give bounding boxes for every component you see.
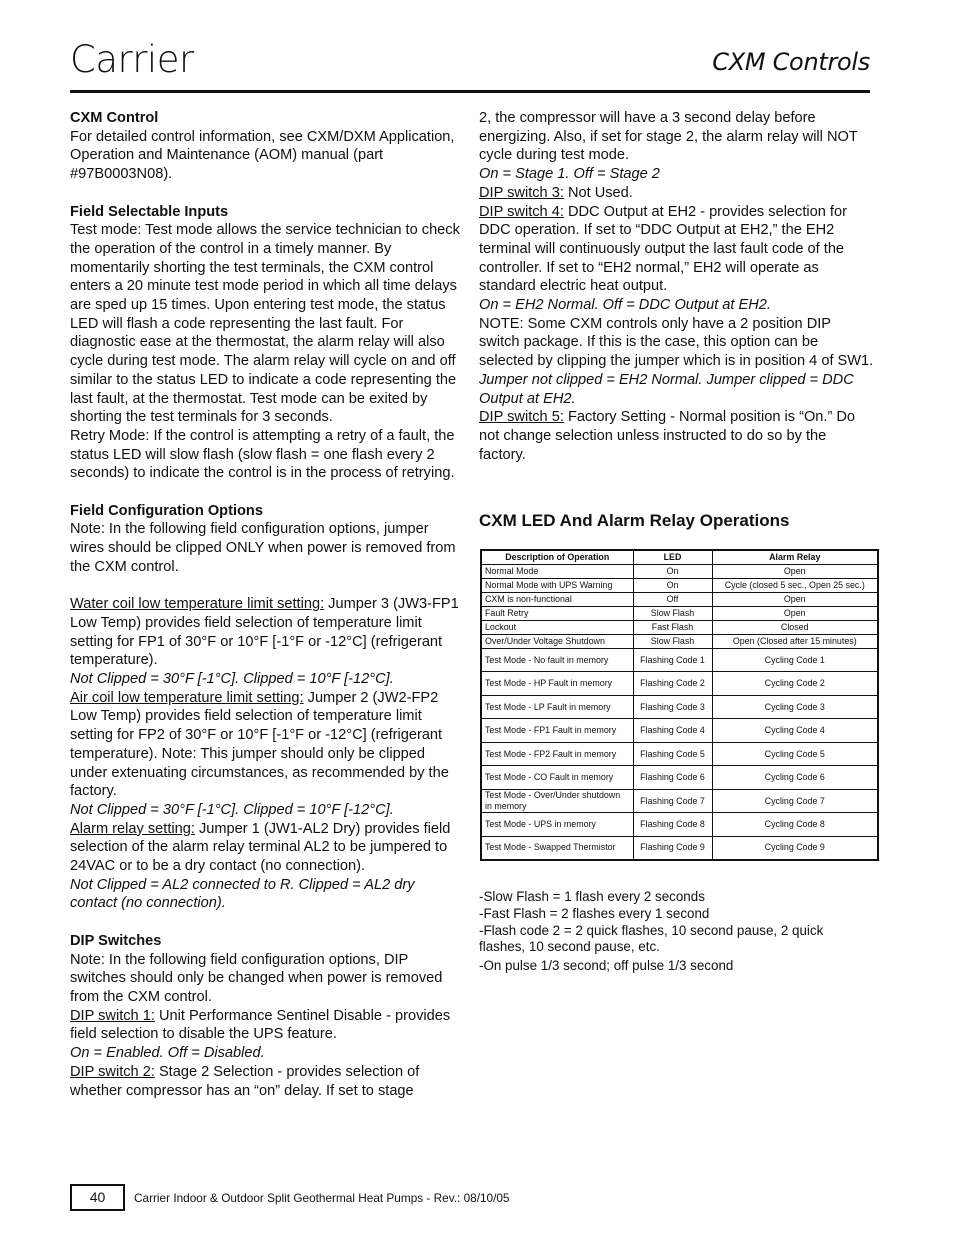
table-cell: Over/Under Voltage Shutdown <box>481 634 633 648</box>
header-divider <box>70 90 870 93</box>
table-cell: Fast Flash <box>633 620 712 634</box>
cxm-control-heading: CXM Control <box>70 110 159 126</box>
dip2-paragraph <box>70 1063 462 1100</box>
table-cell: Test Mode - Swapped Thermistor <box>481 836 633 860</box>
note-item: -Fast Flash = 2 flashes every 1 second <box>479 905 710 921</box>
dip4-note: On = EH2 Normal. Off = DDC Output at EH2. <box>479 297 771 314</box>
column-header: Description of Operation <box>481 550 633 564</box>
table-cell: Fault Retry <box>481 606 633 620</box>
field-config-heading: Field Configuration Options <box>70 502 263 519</box>
table-row <box>481 620 878 634</box>
led-alarm-table <box>480 549 879 861</box>
table-cell: Open <box>712 592 878 606</box>
table-cell: Normal Mode <box>481 564 633 578</box>
dip2-note: On = Stage 1. Off = Stage 2 <box>479 166 660 183</box>
table-cell: Cycling Code 9 <box>712 836 878 860</box>
table-cell: Flashing Code 2 <box>633 672 712 696</box>
table-cell: Off <box>633 592 712 606</box>
dip1-text: Unit Performance Sentinel Disable - provides field selection to disable the UPS feature. <box>70 1007 451 1043</box>
table-cell: Open <box>712 564 878 578</box>
table-cell: Open <box>712 606 878 620</box>
sw1-note: NOTE: Some CXM controls only have a 2 position DIP switch package. If this is the case, this option can be selected by clipping the jumper which is in position 4 of SW1. <box>479 315 874 370</box>
table-cell: CXM is non-functional <box>481 592 633 606</box>
table-row <box>481 836 878 860</box>
air-coil-paragraph <box>70 689 462 801</box>
table-cell: Test Mode - Over/Under shutdown in memory <box>481 789 633 813</box>
table-cell: Cycling Code 4 <box>712 719 878 743</box>
table-row <box>481 634 878 648</box>
table-header-row <box>481 550 878 564</box>
alarm-relay-note: Not Clipped = AL2 connected to R. Clipped = AL2 dry contact (no connection). <box>70 876 415 912</box>
table-cell: Flashing Code 6 <box>633 766 712 790</box>
dip2-label: DIP switch 2: <box>70 1063 155 1080</box>
dip1-paragraph <box>70 1007 462 1044</box>
table-cell: Cycling Code 7 <box>712 789 878 813</box>
table-row <box>481 672 878 696</box>
flash-code-notes <box>479 889 859 975</box>
water-coil-label: Water coil low temperature limit setting: <box>70 596 325 613</box>
table-cell: Cycling Code 5 <box>712 742 878 766</box>
field-config-text: Note: In the following field configuration options, jumper wires should be clipped ONLY when power is removed from the CXM control. <box>70 521 456 575</box>
dip3-text: Not Used. <box>563 184 633 201</box>
left-column <box>70 109 462 1100</box>
table-cell: Cycling Code 2 <box>712 672 878 696</box>
table-cell: Flashing Code 3 <box>633 695 712 719</box>
jumper-note: Jumper not clipped = EH2 Normal. Jumper clipped = DDC Output at EH2. <box>479 371 854 407</box>
table-cell: Open (Closed after 15 minutes) <box>712 634 878 648</box>
water-coil-note: Not Clipped = 30°F [-1°C]. Clipped = 10°F [-12°C]. <box>70 671 394 688</box>
air-coil-note: Not Clipped = 30°F [-1°C]. Clipped = 10°F [-12°C]. <box>70 801 394 818</box>
table-cell: Test Mode - HP Fault in memory <box>481 672 633 696</box>
table-cell: Normal Mode with UPS Warning <box>481 578 633 592</box>
water-coil-paragraph <box>70 595 462 670</box>
table-cell: Cycling Code 3 <box>712 695 878 719</box>
table-cell: Test Mode - CO Fault in memory <box>481 766 633 790</box>
table-cell: Slow Flash <box>633 634 712 648</box>
table-row <box>481 766 878 790</box>
page-title: CXM Controls <box>712 48 870 76</box>
alarm-relay-label: Alarm relay setting: <box>70 820 195 837</box>
table-row <box>481 648 878 672</box>
table-cell: Closed <box>712 620 878 634</box>
table-cell: Flashing Code 7 <box>633 789 712 813</box>
table-cell: Lockout <box>481 620 633 634</box>
table-row <box>481 695 878 719</box>
column-header: LED <box>633 550 712 564</box>
air-coil-label: Air coil low temperature limit setting: <box>70 689 304 706</box>
test-mode-text: Test mode: Test mode allows the service technician to check the operation of the control in a timely manner. By momentarily shorting the test terminals, the CXM control enters a 20 minute test mode period in which all time delays are sped up 15 times. Upon entering test mode, the status LED will flash a code representing the last fault. For diagnostic ease at the thermostat, the alarm relay will also cycle during test mode. The alarm relay will cycle on and off similar to the status LED to indicate a code representing the last fault, at the thermostat. Test mode can be exited by shorting the test terminals for 3 seconds. <box>70 222 460 426</box>
table-cell: Slow Flash <box>633 606 712 620</box>
note-item: -On pulse 1/3 second; off pulse 1/3 second <box>479 958 734 974</box>
table-cell: Cycling Code 8 <box>712 813 878 837</box>
dip1-label: DIP switch 1: <box>70 1007 155 1024</box>
field-inputs-heading: Field Selectable Inputs <box>70 203 229 220</box>
dip3-paragraph <box>479 184 875 203</box>
table-cell: Cycling Code 1 <box>712 648 878 672</box>
table-cell: Cycling Code 6 <box>712 766 878 790</box>
table-cell: Test Mode - FP2 Fault in memory <box>481 742 633 766</box>
dip3-label: DIP switch 3: <box>479 184 564 201</box>
table-cell: Test Mode - LP Fault in memory <box>481 695 633 719</box>
dip1-note: On = Enabled. Off = Disabled. <box>70 1045 265 1062</box>
table-cell: Test Mode - No fault in memory <box>481 648 633 672</box>
note-item: -Flash code 2 = 2 quick flashes, 10 second pause, 2 quick flashes, 10 second pause, etc. <box>479 922 824 955</box>
dip4-label: DIP switch 4: <box>479 203 564 220</box>
water-coil-text: Jumper 3 (JW3-FP1 Low Temp) provides field selection of temperature limit setting for FP1 of 30°F or 10°F [-1°F or -12°C] (refrigerant temperature). <box>70 596 459 669</box>
dip4-text: DDC Output at EH2 - provides selection for DDC operation. If set to “DDC Output at EH2,” the EH2 terminal will continuously output the last fault code of the controller. If set to “EH2 normal,” EH2 will operate as standard electric heat output. <box>479 203 847 295</box>
table-cell: Test Mode - FP1 Fault in memory <box>481 719 633 743</box>
cxm-control-text: For detailed control information, see CXM/DXM Application, Operation and Maintenance (AOM) manual (part #97B0003N08). <box>70 128 455 183</box>
column-header: Alarm Relay <box>712 550 878 564</box>
dip5-text: Factory Setting - Normal position is “On.” Do not change selection unless instructed to do so by the factory. <box>479 409 856 463</box>
dip2-continued: 2, the compressor will have a 3 second delay before energizing. Also, if set for stage 2, the alarm relay will NOT cycle during test mode. <box>479 110 858 164</box>
table-cell: Flashing Code 8 <box>633 813 712 837</box>
dip5-paragraph <box>479 408 875 464</box>
table-cell: Flashing Code 4 <box>633 719 712 743</box>
table-row <box>481 742 878 766</box>
dip-switches-text: Note: In the following field configuration options, DIP switches should only be changed when power is removed from the CXM control. <box>70 951 443 1005</box>
brand-logo: Carrier <box>70 38 194 81</box>
note-item: -Slow Flash = 1 flash every 2 seconds <box>479 889 705 904</box>
table-cell: Flashing Code 9 <box>633 836 712 860</box>
table-row <box>481 578 878 592</box>
right-column <box>479 109 875 464</box>
table-row <box>481 606 878 620</box>
table-cell: On <box>633 578 712 592</box>
alarm-relay-text: Jumper 1 (JW1-AL2 Dry) provides field selection of the alarm relay terminal AL2 to be jumpered to 24VAC or to be a dry contact (no connection). <box>70 820 451 875</box>
dip5-label: DIP switch 5: <box>479 409 564 426</box>
table-cell: Flashing Code 1 <box>633 648 712 672</box>
dip4-paragraph <box>479 203 875 297</box>
table-row <box>481 719 878 743</box>
table-cell: Flashing Code 5 <box>633 742 712 766</box>
table-cell: Test Mode - UPS in memory <box>481 813 633 837</box>
retry-mode-text: Retry Mode: If the control is attempting a retry of a fault, the status LED will slow flash (slow flash = one flash every 2 seconds) to indicate the control is in the process of retrying. <box>70 427 455 482</box>
table-cell: On <box>633 564 712 578</box>
dip2-text: Stage 2 Selection - provides selection of whether compressor has an “on” delay. If set to stage <box>70 1063 420 1099</box>
table-row <box>481 789 878 813</box>
table-row <box>481 564 878 578</box>
dip-switches-heading: DIP Switches <box>70 932 162 949</box>
air-coil-text: Jumper 2 (JW2-FP2 Low Temp) provides field selection of temperature limit setting for FP2 of 30°F or 10°F [-1°F or -12°C] (refrigerant temperature). Note: This jumper should only be clipped under extenuating circumstances, as recommended by the factory. <box>70 689 449 800</box>
footer-text: Carrier Indoor & Outdoor Split Geothermal Heat Pumps - Rev.: 08/10/05 <box>134 1191 510 1205</box>
alarm-relay-paragraph <box>70 820 462 876</box>
led-section-heading: CXM LED And Alarm Relay Operations <box>479 511 790 530</box>
page-number: 40 <box>70 1184 125 1211</box>
table-row <box>481 592 878 606</box>
table-row <box>481 813 878 837</box>
table-cell: Cycle (closed 5 sec., Open 25 sec.) <box>712 578 878 592</box>
